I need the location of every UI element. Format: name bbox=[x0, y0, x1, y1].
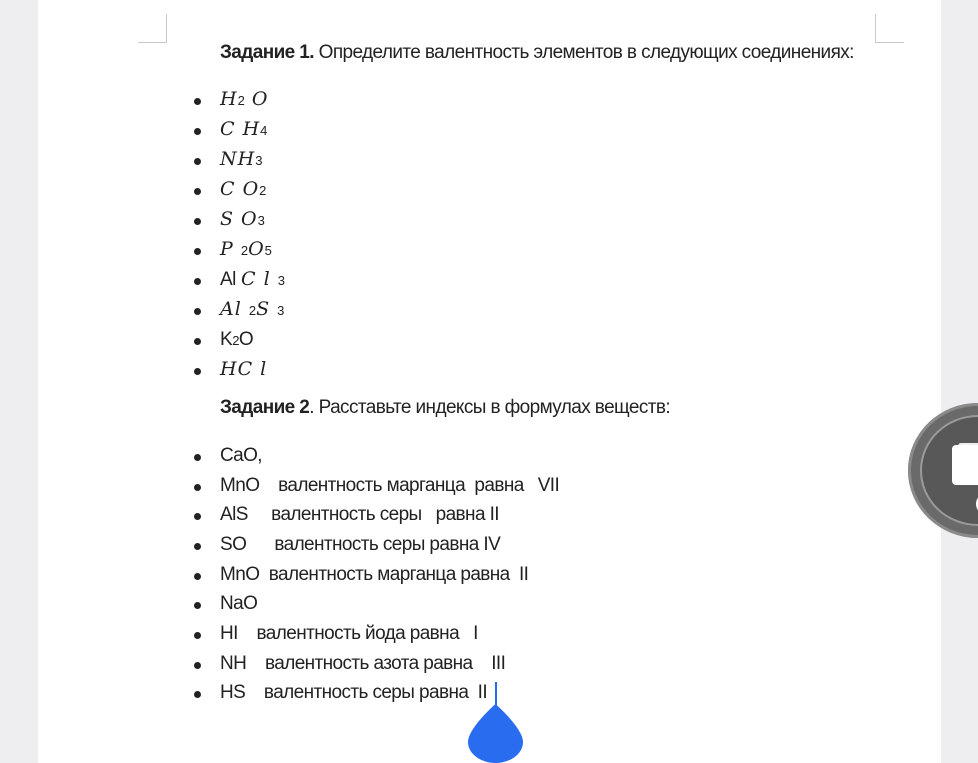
list-item bbox=[38, 296, 941, 326]
task2-label: Задание 2 bbox=[220, 397, 310, 418]
formula: C l 3 bbox=[241, 268, 285, 290]
formula: HC l bbox=[220, 358, 268, 380]
list-item bbox=[38, 620, 941, 650]
bullet-icon bbox=[194, 308, 201, 315]
list-item bbox=[38, 472, 941, 502]
bullet-icon bbox=[194, 691, 201, 698]
formula: C H4 bbox=[220, 118, 268, 140]
list-item bbox=[38, 326, 941, 356]
list-item bbox=[38, 561, 941, 591]
formula: C O2 bbox=[220, 178, 267, 200]
list-item-text: HI валентность йода равна I bbox=[220, 623, 478, 644]
bullet-icon bbox=[194, 158, 201, 165]
bullet-icon bbox=[194, 338, 201, 345]
bullet-icon bbox=[194, 248, 201, 255]
list-item-text: NH валентность азота равна III bbox=[220, 653, 506, 674]
card-icon bbox=[952, 445, 978, 485]
list-item bbox=[38, 590, 941, 620]
list-item bbox=[38, 176, 941, 206]
list-item-text: NaO bbox=[220, 593, 258, 614]
list-item bbox=[38, 356, 941, 386]
bullet-icon bbox=[194, 188, 201, 195]
list-item-text: SO валентность серы равна IV bbox=[220, 534, 501, 555]
list-item bbox=[38, 236, 941, 266]
floating-button-inner bbox=[920, 415, 978, 526]
bullet-icon bbox=[194, 513, 201, 520]
list-item bbox=[38, 531, 941, 561]
formula: K2O bbox=[220, 329, 254, 350]
list-item bbox=[38, 116, 941, 146]
task1-label-suffix: . bbox=[309, 42, 314, 63]
list-item bbox=[38, 442, 941, 472]
task2-heading bbox=[220, 397, 670, 419]
bullet-icon bbox=[194, 602, 201, 609]
bullet-icon bbox=[194, 98, 201, 105]
list-item bbox=[38, 86, 941, 116]
list-item-text: MnO валентность марганца равна II bbox=[220, 564, 529, 585]
formula-prefix: Al bbox=[220, 269, 236, 290]
bullet-icon bbox=[194, 484, 201, 491]
list-item-text: MnO валентность марганца равна VII bbox=[220, 475, 560, 496]
bullet-icon bbox=[194, 368, 201, 375]
list-item-text: CaO, bbox=[220, 445, 262, 466]
bullet-icon bbox=[194, 632, 201, 639]
task2-text: . Расставьте индексы в формулах веществ: bbox=[309, 397, 671, 418]
formula: P 2O5 bbox=[220, 238, 272, 260]
task1-label: Задание 1 bbox=[220, 42, 310, 63]
list-item bbox=[38, 650, 941, 680]
document-content[interactable] bbox=[38, 0, 941, 763]
task1-text: Определите валентность элементов в следующих соединениях: bbox=[313, 42, 854, 63]
cursor-drag-handle-icon[interactable] bbox=[468, 704, 523, 763]
list-item bbox=[38, 146, 941, 176]
bullet-icon bbox=[194, 454, 201, 461]
bullet-icon bbox=[194, 662, 201, 669]
formula: S O3 bbox=[220, 208, 265, 230]
task1-heading bbox=[220, 42, 854, 64]
formula: NH3 bbox=[220, 148, 263, 170]
formula: Al 2S 3 bbox=[220, 298, 285, 320]
bullet-icon bbox=[194, 278, 201, 285]
list-item bbox=[38, 501, 941, 531]
list-item bbox=[38, 266, 941, 296]
formula: H2 O bbox=[220, 88, 269, 110]
bullet-icon bbox=[194, 218, 201, 225]
bullet-icon bbox=[194, 543, 201, 550]
list-item-text: AlS валентность серы равна II bbox=[220, 504, 499, 525]
bullet-icon bbox=[194, 573, 201, 580]
text-cursor bbox=[495, 682, 497, 706]
list-item-text: HS валентность серы равна II bbox=[220, 682, 488, 703]
list-item bbox=[38, 206, 941, 236]
bullet-icon bbox=[194, 128, 201, 135]
